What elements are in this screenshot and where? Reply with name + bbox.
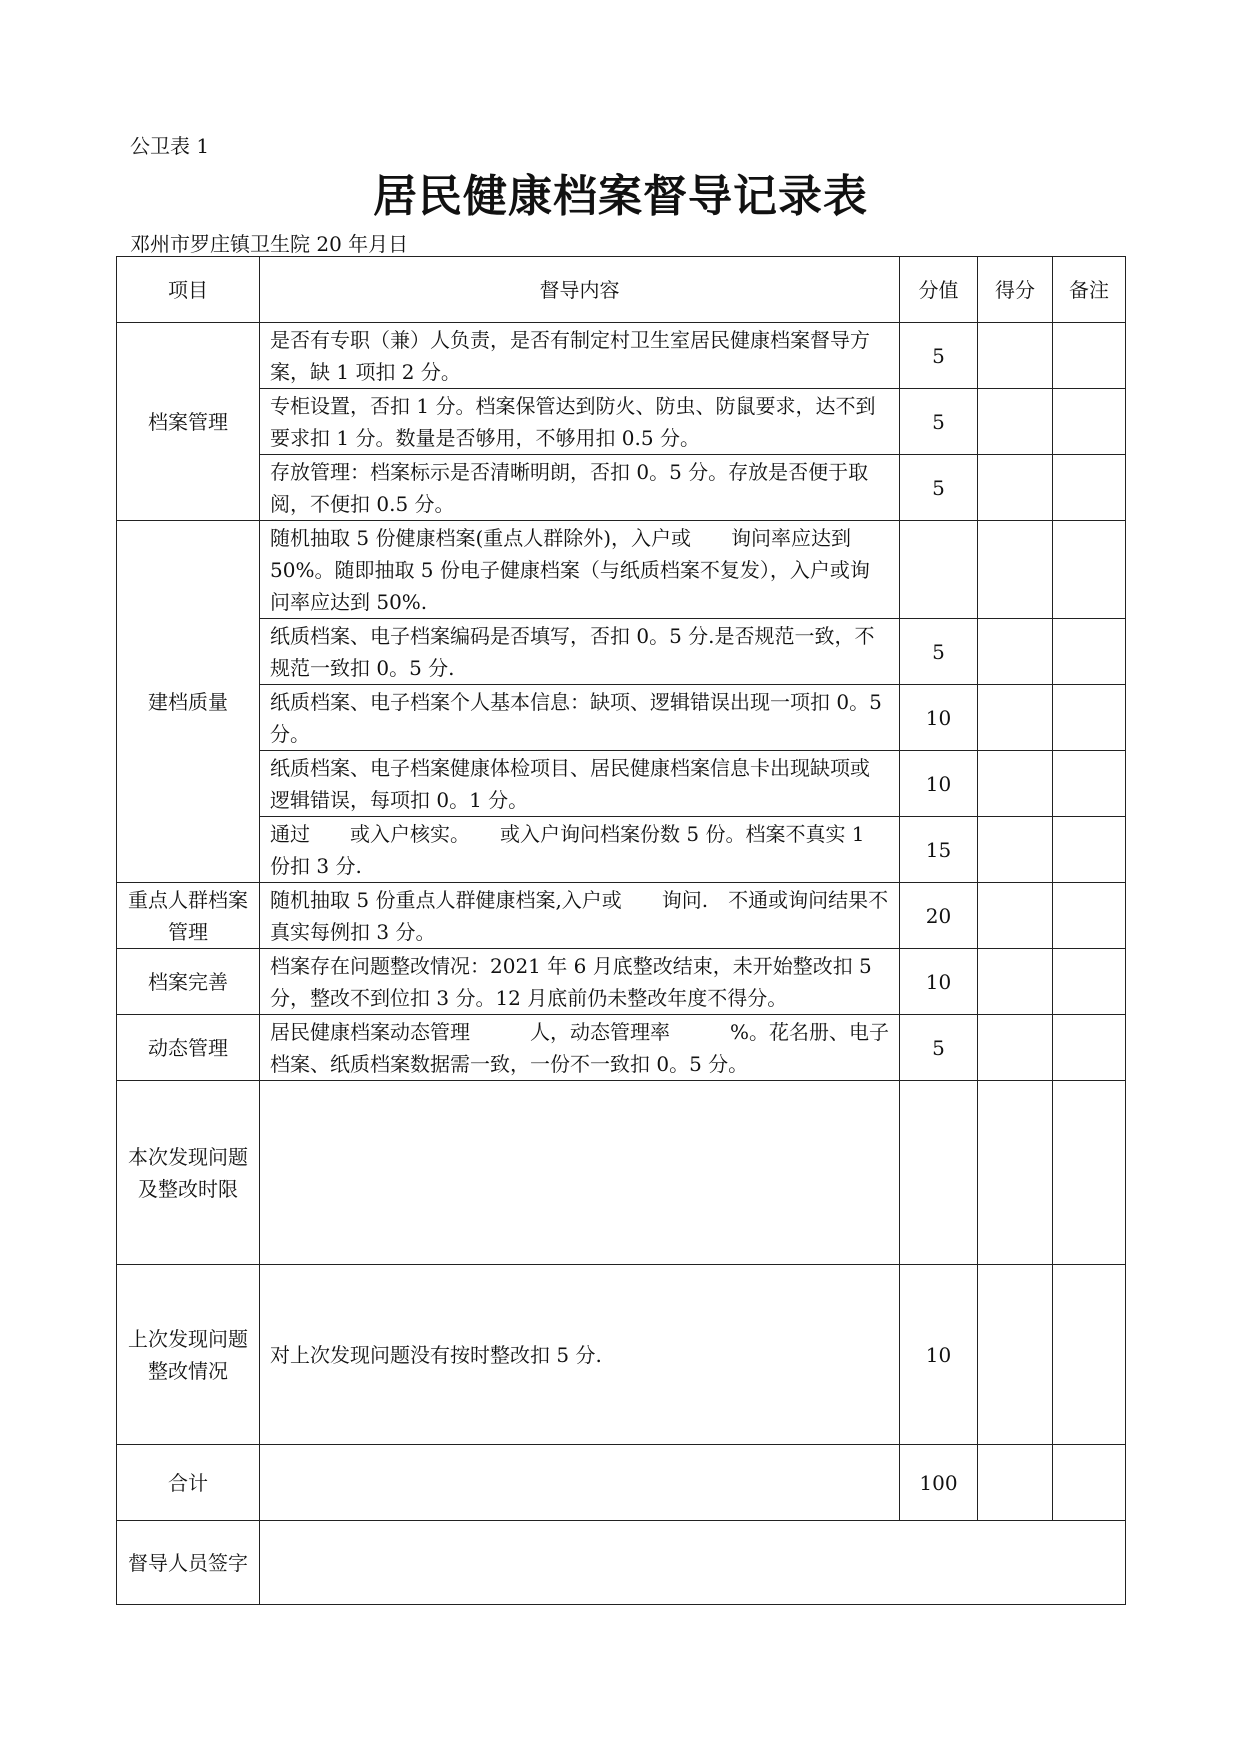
got-cell[interactable] bbox=[978, 1015, 1053, 1081]
remark-cell[interactable] bbox=[1053, 751, 1126, 817]
row-content: 居民健康档案动态管理 人，动态管理率 %。花名册、电子档案、纸质档案数据需一致，一份不一致扣 0。5 分。 bbox=[260, 1015, 900, 1081]
row-score: 10 bbox=[900, 685, 978, 751]
section-key-population: 重点人群档案管理 bbox=[117, 883, 260, 949]
got-cell[interactable] bbox=[978, 1081, 1053, 1265]
found-content-cell[interactable] bbox=[260, 1081, 900, 1265]
remark-cell[interactable] bbox=[1053, 619, 1126, 685]
row-content: 是否有专职（兼）人负责，是否有制定村卫生室居民健康档案督导方案，缺 1 项扣 2 分。 bbox=[260, 323, 900, 389]
section-perfect: 档案完善 bbox=[117, 949, 260, 1015]
section-archive-mgmt: 档案管理 bbox=[117, 323, 260, 521]
form-code: 公卫表 1 bbox=[130, 134, 210, 158]
table-row bbox=[117, 817, 1126, 883]
row-content: 随机抽取 5 份重点人群健康档案,入户或 询问. 不通或询问结果不真实每例扣 3 分。 bbox=[260, 883, 900, 949]
got-cell[interactable] bbox=[978, 389, 1053, 455]
header-item: 项目 bbox=[117, 257, 260, 323]
got-cell[interactable] bbox=[978, 323, 1053, 389]
found-row bbox=[117, 1081, 1126, 1265]
row-score: 10 bbox=[900, 949, 978, 1015]
table-row bbox=[117, 323, 1126, 389]
found-score-cell bbox=[900, 1081, 978, 1265]
remark-cell[interactable] bbox=[1053, 1265, 1126, 1445]
total-content-cell bbox=[260, 1445, 900, 1521]
supervision-table bbox=[116, 256, 1126, 1605]
got-cell[interactable] bbox=[978, 949, 1053, 1015]
last-content: 对上次发现问题没有按时整改扣 5 分. bbox=[260, 1265, 900, 1445]
section-sign: 督导人员签字 bbox=[117, 1521, 260, 1605]
row-content: 专柜设置，否扣 1 分。档案保管达到防火、防虫、防鼠要求，达不到要求扣 1 分。数量是否够用，不够用扣 0.5 分。 bbox=[260, 389, 900, 455]
row-score: 10 bbox=[900, 751, 978, 817]
got-cell[interactable] bbox=[978, 883, 1053, 949]
row-score: 5 bbox=[900, 323, 978, 389]
signature-cell[interactable] bbox=[260, 1521, 1126, 1605]
last-score: 10 bbox=[900, 1265, 978, 1445]
row-content: 随机抽取 5 份健康档案(重点人群除外)，入户或 询问率应达到 50%。随即抽取 5 份电子健康档案（与纸质档案不复发），入户或询问率应达到 50%. bbox=[260, 521, 900, 619]
remark-cell[interactable] bbox=[1053, 685, 1126, 751]
remark-cell[interactable] bbox=[1053, 521, 1126, 619]
got-cell[interactable] bbox=[978, 521, 1053, 619]
row-score: 20 bbox=[900, 883, 978, 949]
section-found: 本次发现问题及整改时限 bbox=[117, 1081, 260, 1265]
row-score: 5 bbox=[900, 389, 978, 455]
header-got: 得分 bbox=[978, 257, 1053, 323]
row-content: 纸质档案、电子档案编码是否填写，否扣 0。5 分.是否规范一致，不规范一致扣 0。5 分. bbox=[260, 619, 900, 685]
remark-cell[interactable] bbox=[1053, 455, 1126, 521]
got-cell[interactable] bbox=[978, 455, 1053, 521]
got-cell[interactable] bbox=[978, 751, 1053, 817]
remark-cell[interactable] bbox=[1053, 323, 1126, 389]
row-score: 5 bbox=[900, 619, 978, 685]
table-row bbox=[117, 455, 1126, 521]
header-score: 分值 bbox=[900, 257, 978, 323]
remark-cell[interactable] bbox=[1053, 1081, 1126, 1265]
page-title: 居民健康档案督导记录表 bbox=[373, 171, 868, 222]
got-cell[interactable] bbox=[978, 619, 1053, 685]
last-row bbox=[117, 1265, 1126, 1445]
table-row bbox=[117, 1015, 1126, 1081]
remark-cell[interactable] bbox=[1053, 949, 1126, 1015]
header-row bbox=[117, 257, 1126, 323]
row-content: 存放管理：档案标示是否清晰明朗，否扣 0。5 分。存放是否便于取阅，不便扣 0.5 分。 bbox=[260, 455, 900, 521]
table-row bbox=[117, 751, 1126, 817]
table-row bbox=[117, 389, 1126, 455]
section-total: 合计 bbox=[117, 1445, 260, 1521]
got-cell[interactable] bbox=[978, 685, 1053, 751]
row-content: 档案存在问题整改情况：2021 年 6 月底整改结束，未开始整改扣 5 分，整改不到位扣 3 分。12 月底前仍未整改年度不得分。 bbox=[260, 949, 900, 1015]
table-row bbox=[117, 685, 1126, 751]
row-score bbox=[900, 521, 978, 619]
got-cell[interactable] bbox=[978, 817, 1053, 883]
section-build-quality: 建档质量 bbox=[117, 521, 260, 883]
got-cell[interactable] bbox=[978, 1265, 1053, 1445]
table-row bbox=[117, 619, 1126, 685]
row-content: 纸质档案、电子档案健康体检项目、居民健康档案信息卡出现缺项或逻辑错误，每项扣 0。1 分。 bbox=[260, 751, 900, 817]
total-score: 100 bbox=[900, 1445, 978, 1521]
sign-row bbox=[117, 1521, 1126, 1605]
row-content: 纸质档案、电子档案个人基本信息：缺项、逻辑错误出现一项扣 0。5 分。 bbox=[260, 685, 900, 751]
remark-cell[interactable] bbox=[1053, 817, 1126, 883]
table-row bbox=[117, 521, 1126, 619]
remark-cell[interactable] bbox=[1053, 883, 1126, 949]
header-content: 督导内容 bbox=[260, 257, 900, 323]
section-last: 上次发现问题整改情况 bbox=[117, 1265, 260, 1445]
table-row bbox=[117, 883, 1126, 949]
remark-cell[interactable] bbox=[1053, 389, 1126, 455]
table-row bbox=[117, 949, 1126, 1015]
org-date-line: 邓州市罗庄镇卫生院 20 年月日 bbox=[130, 232, 409, 256]
row-score: 15 bbox=[900, 817, 978, 883]
total-row bbox=[117, 1445, 1126, 1521]
row-score: 5 bbox=[900, 455, 978, 521]
section-dynamic: 动态管理 bbox=[117, 1015, 260, 1081]
row-content: 通过 或入户核实。 或入户询问档案份数 5 份。档案不真实 1 份扣 3 分. bbox=[260, 817, 900, 883]
header-remark: 备注 bbox=[1053, 257, 1126, 323]
got-cell[interactable] bbox=[978, 1445, 1053, 1521]
row-score: 5 bbox=[900, 1015, 978, 1081]
remark-cell[interactable] bbox=[1053, 1015, 1126, 1081]
remark-cell[interactable] bbox=[1053, 1445, 1126, 1521]
